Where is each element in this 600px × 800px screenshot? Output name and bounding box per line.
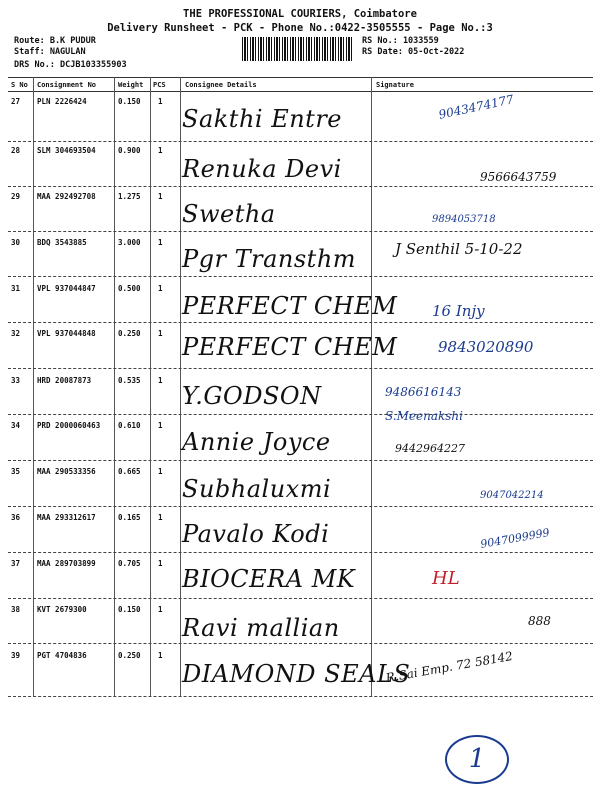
company-title: THE PROFESSIONAL COURIERS, Coimbatore [183,8,417,20]
page-number-mark: 1 [445,735,509,784]
row-sno: 27 [11,97,21,106]
row-consignment: VPL 937044847 [37,284,96,293]
col-divider [33,77,34,697]
row-sno: 36 [11,513,21,522]
row-pcs: 1 [158,329,163,338]
row-weight: 0.165 [118,513,141,522]
consignee-name: PERFECT CHEM [182,333,398,361]
consignee-name: DIAMOND SEALS [182,660,411,688]
row-weight: 3.000 [118,238,141,247]
rs-number: RS No.: 1033559 [362,36,439,46]
table-top-border [8,77,593,78]
barcode [242,37,352,61]
row-consignment: PGT 4704836 [37,651,87,660]
row-divider [8,322,593,323]
row-consignment: PRD 2000060463 [37,421,101,430]
row-consignment: PLN 2226424 [37,97,87,106]
consignee-name: Sakthi Entre [182,105,342,133]
row-pcs: 1 [158,467,163,476]
row-divider [8,460,593,461]
row-divider [8,643,593,644]
row-pcs: 1 [158,605,163,614]
consignee-name: PERFECT CHEM [182,292,398,320]
row-weight: 0.535 [118,376,141,385]
col-weight-header: Weight [118,81,144,89]
row-weight: 0.250 [118,329,141,338]
row-sno: 32 [11,329,21,338]
col-divider [180,77,181,697]
consignee-name: Swetha [182,200,276,228]
row-sno: 28 [11,146,21,155]
row-divider [8,231,593,232]
receiver-signature: J Senthil 5-10-22 [395,240,523,258]
row-sno: 29 [11,192,21,201]
col-signature-header: Signature [376,81,414,89]
row-sno: 30 [11,238,21,247]
col-consignment-header: Consignment No [37,81,97,89]
col-divider [150,77,151,697]
row-pcs: 1 [158,376,163,385]
receiver-signature: 16 Injy [432,302,485,320]
row-divider [8,186,593,187]
row-weight: 0.150 [118,97,141,106]
row-sno: 39 [11,651,21,660]
row-consignment: VPL 937044848 [37,329,96,338]
consignee-name: Ravi mallian [182,614,340,642]
row-divider [8,368,593,369]
receiver-signature: R.Sai Emp. 72 58142 [384,648,514,686]
row-weight: 0.900 [118,146,141,155]
row-pcs: 1 [158,421,163,430]
receiver-signature: 9047099999 [479,526,551,551]
receiver-signature: 9843020890 [438,338,534,356]
row-weight: 0.250 [118,651,141,660]
row-weight: 0.610 [118,421,141,430]
row-weight: 0.150 [118,605,141,614]
row-pcs: 1 [158,146,163,155]
row-pcs: 1 [158,97,163,106]
staff-label: Staff: NAGULAN [14,47,86,57]
row-divider [8,141,593,142]
drs-number: DRS No.: DCJB103355903 [14,60,127,70]
row-consignment: MAA 289703899 [37,559,96,568]
receiver-signature: 9894053718 [432,214,496,225]
receiver-signature: 888 [528,614,551,628]
row-consignment: HRD 20087873 [37,376,92,385]
consignee-name: Subhaluxmi [182,475,332,503]
row-divider [8,696,593,697]
receiver-signature: 9043474177 [437,92,515,122]
row-consignment: KVT 2679300 [37,605,87,614]
receiver-signature: 9442964227 [395,442,465,455]
table-header-border [8,91,593,92]
row-divider [8,552,593,553]
row-pcs: 1 [158,238,163,247]
row-weight: 0.500 [118,284,141,293]
consignee-name: BIOCERA MK [182,565,356,593]
row-pcs: 1 [158,192,163,201]
row-weight: 0.665 [118,467,141,476]
consignee-name: Y.GODSON [182,382,322,410]
col-pcs-header: PCS [153,81,166,89]
route-label: Route: B.K PUDUR [14,36,96,46]
row-pcs: 1 [158,559,163,568]
row-sno: 35 [11,467,21,476]
row-sno: 38 [11,605,21,614]
col-divider [114,77,115,697]
consignee-name: Annie Joyce [182,428,331,456]
row-pcs: 1 [158,513,163,522]
consignee-name: Renuka Devi [182,155,342,183]
row-pcs: 1 [158,651,163,660]
consignee-name: Pavalo Kodi [182,520,330,548]
row-divider [8,598,593,599]
col-details-header: Consignee Details [185,81,257,89]
row-consignment: MAA 293312617 [37,513,96,522]
row-pcs: 1 [158,284,163,293]
row-weight: 1.275 [118,192,141,201]
rs-date: RS Date: 05-Oct-2022 [362,47,465,57]
row-sno: 31 [11,284,21,293]
receiver-signature: 9486616143 S.Meenakshi [385,385,463,423]
row-divider [8,276,593,277]
runsheet-subtitle: Delivery Runsheet - PCK - Phone No.:0422-3505555 - Page No.:3 [107,22,493,34]
row-weight: 0.705 [118,559,141,568]
receiver-signature: HL [432,568,460,589]
row-sno: 34 [11,421,21,430]
row-consignment: SLM 304693504 [37,146,96,155]
row-divider [8,506,593,507]
col-sno-header: S No [11,81,28,89]
row-consignment: MAA 292492708 [37,192,96,201]
row-sno: 33 [11,376,21,385]
consignee-name: Pgr Transthm [182,245,357,273]
row-consignment: MAA 290533356 [37,467,96,476]
receiver-signature: 9566643759 [480,170,557,184]
receiver-signature: 9047042214 [480,490,544,501]
row-consignment: BDQ 3543885 [37,238,87,247]
row-sno: 37 [11,559,21,568]
